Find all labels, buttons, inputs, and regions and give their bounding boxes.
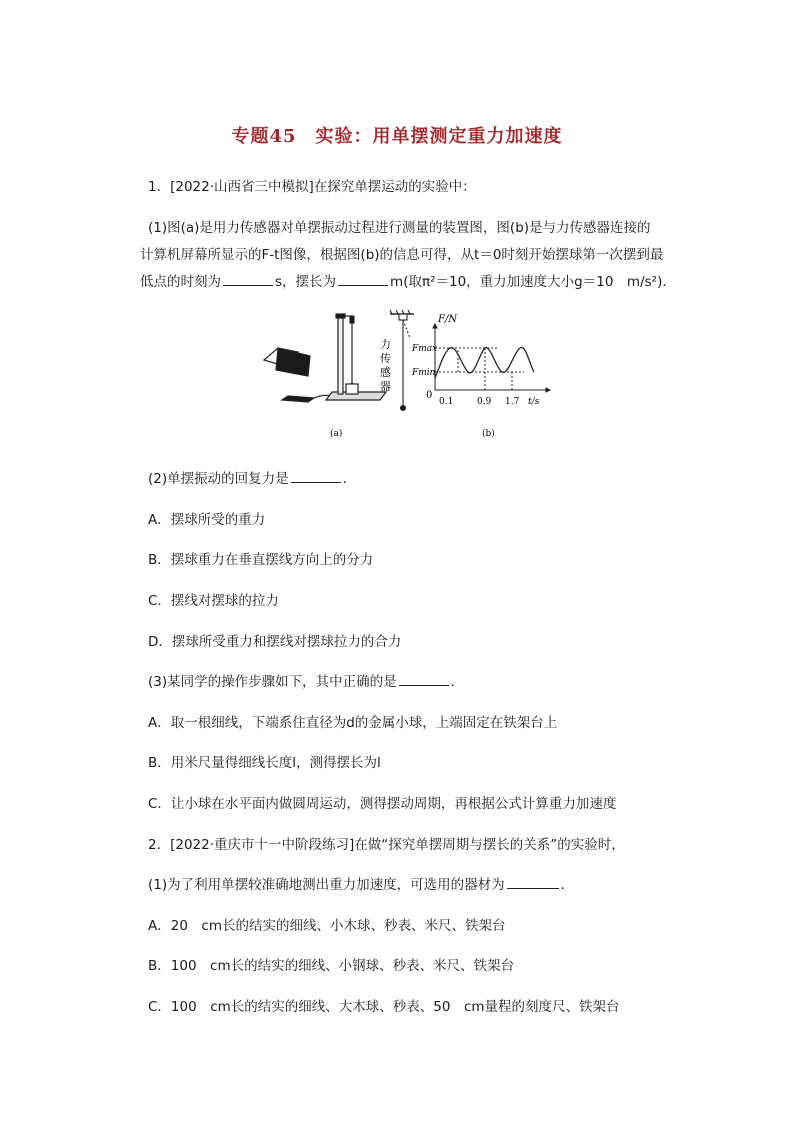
tick-0-1: 0.1 — [439, 397, 454, 407]
fmax-label: Fmax — [412, 344, 438, 354]
stand-clamp — [336, 314, 345, 318]
q2-part1-text: (1)为了利用单摆较准确地测出重力加速度，可选用的器材为 — [148, 877, 505, 893]
sensor-label-4: 器 — [380, 380, 391, 393]
q2-part1 — [148, 873, 574, 893]
q1-part3-option-c: C．让小球在水平面内做圆周运动，测得摆动周期，再根据公式计算重力加速度 — [148, 796, 617, 812]
q1-part2-option-d: D．摆球所受重力和摆线对摆球拉力的合力 — [148, 634, 402, 650]
pendulum-ball-b — [401, 406, 406, 411]
answer-blank-part2[interactable] — [291, 468, 341, 483]
q2-part1-option-a: A．20 cm长的结实的细线、小木球、秒表、米尺、铁架台 — [148, 918, 506, 934]
figure-svg — [262, 308, 552, 443]
figure-label-b: (b) — [482, 429, 495, 439]
q1-part1-line3 — [140, 270, 676, 290]
q1-part2-option-b: B．摆球重力在垂直摆线方向上的分力 — [148, 552, 374, 568]
force-sensor — [399, 314, 407, 320]
q2-part1-option-b: B．100 cm长的结实的细线、小钢球、秒表、米尺、铁架台 — [148, 958, 515, 974]
q1-part2 — [148, 467, 356, 487]
x-axis-arrow — [546, 388, 550, 392]
q1-part3-option-b: B．用米尺量得细线长度l，测得摆长为l — [148, 755, 381, 771]
origin-label: 0 — [426, 390, 433, 401]
pendulum-swing-line — [403, 320, 410, 338]
q1-part2-option-a: A．摆球所受的重力 — [148, 512, 266, 528]
sensor-label-1: 力 — [380, 338, 391, 351]
tick-1-7: 1.7 — [505, 397, 520, 407]
figure-label-a: (a) — [330, 429, 343, 439]
q1-part1-line3-b: s，摆长为 — [275, 274, 337, 290]
q1-part3-text: (3)某同学的操作步骤如下，其中正确的是 — [148, 674, 397, 690]
q1-part3-end: ． — [450, 674, 465, 690]
q1-part2-end: ． — [342, 471, 357, 487]
q2-part1-end: ． — [560, 877, 575, 893]
tick-0-9: 0.9 — [477, 397, 492, 407]
sensor-label-3: 感 — [380, 366, 391, 379]
q1-part2-option-c: C．摆线对摆球的拉力 — [148, 593, 279, 609]
q1-part3 — [148, 670, 464, 690]
experiment-figure — [262, 308, 552, 443]
fmin-label: Fmin — [412, 368, 436, 378]
question-2-stem: 2．[2022·重庆市十一中阶段练习]在做“探究单摆周期与摆长的关系”的实验时， — [148, 837, 625, 853]
figure-b-graph — [433, 324, 550, 392]
answer-blank-length[interactable] — [338, 271, 388, 286]
figure-a-apparatus — [264, 314, 386, 402]
monitor-screen — [276, 348, 310, 376]
q1-part1-line1: (1)图(a)是用力传感器对单摆振动过程进行测量的装置图，图(b)是与力传感器连接的 — [148, 220, 651, 236]
page-title: 专题45 实验：用单摆测定重力加速度 — [231, 126, 563, 147]
sensor-label-2: 传 — [380, 352, 391, 365]
q1-part1-line3-a: 低点的时刻为 — [140, 274, 221, 290]
y-axis-arrow — [433, 324, 437, 328]
q1-part3-option-a: A．取一根细线，下端系住直径为d的金属小球，上端固定在铁架台上 — [148, 715, 558, 731]
q1-part1-line3-c: m(取π²＝10，重力加速度大小g＝10 m/s²)． — [390, 274, 676, 290]
stand-rod — [338, 316, 343, 394]
box-a — [346, 384, 358, 394]
keyboard — [282, 396, 314, 402]
answer-blank-part3[interactable] — [399, 671, 449, 686]
y-axis-label: F/N — [438, 314, 458, 325]
q1-part1-line2: 计算机屏幕所显示的F-t图像，根据图(b)的信息可得，从t＝0时刻开始摆球第一次摆到最 — [140, 247, 664, 263]
sensor-pendulum — [390, 310, 414, 411]
answer-blank-q2-part1[interactable] — [507, 874, 559, 889]
question-1-stem: 1．[2022·山西省三中模拟]在探究单摆运动的实验中： — [148, 179, 476, 195]
q1-part2-text: (2)单摆振动的回复力是 — [148, 471, 289, 487]
q2-part1-option-c: C．100 cm长的结实的细线、大木球、秒表、50 cm量程的刻度尺、铁架台 — [148, 999, 620, 1015]
x-axis-label: t/s — [528, 397, 540, 407]
answer-blank-time[interactable] — [223, 271, 273, 286]
